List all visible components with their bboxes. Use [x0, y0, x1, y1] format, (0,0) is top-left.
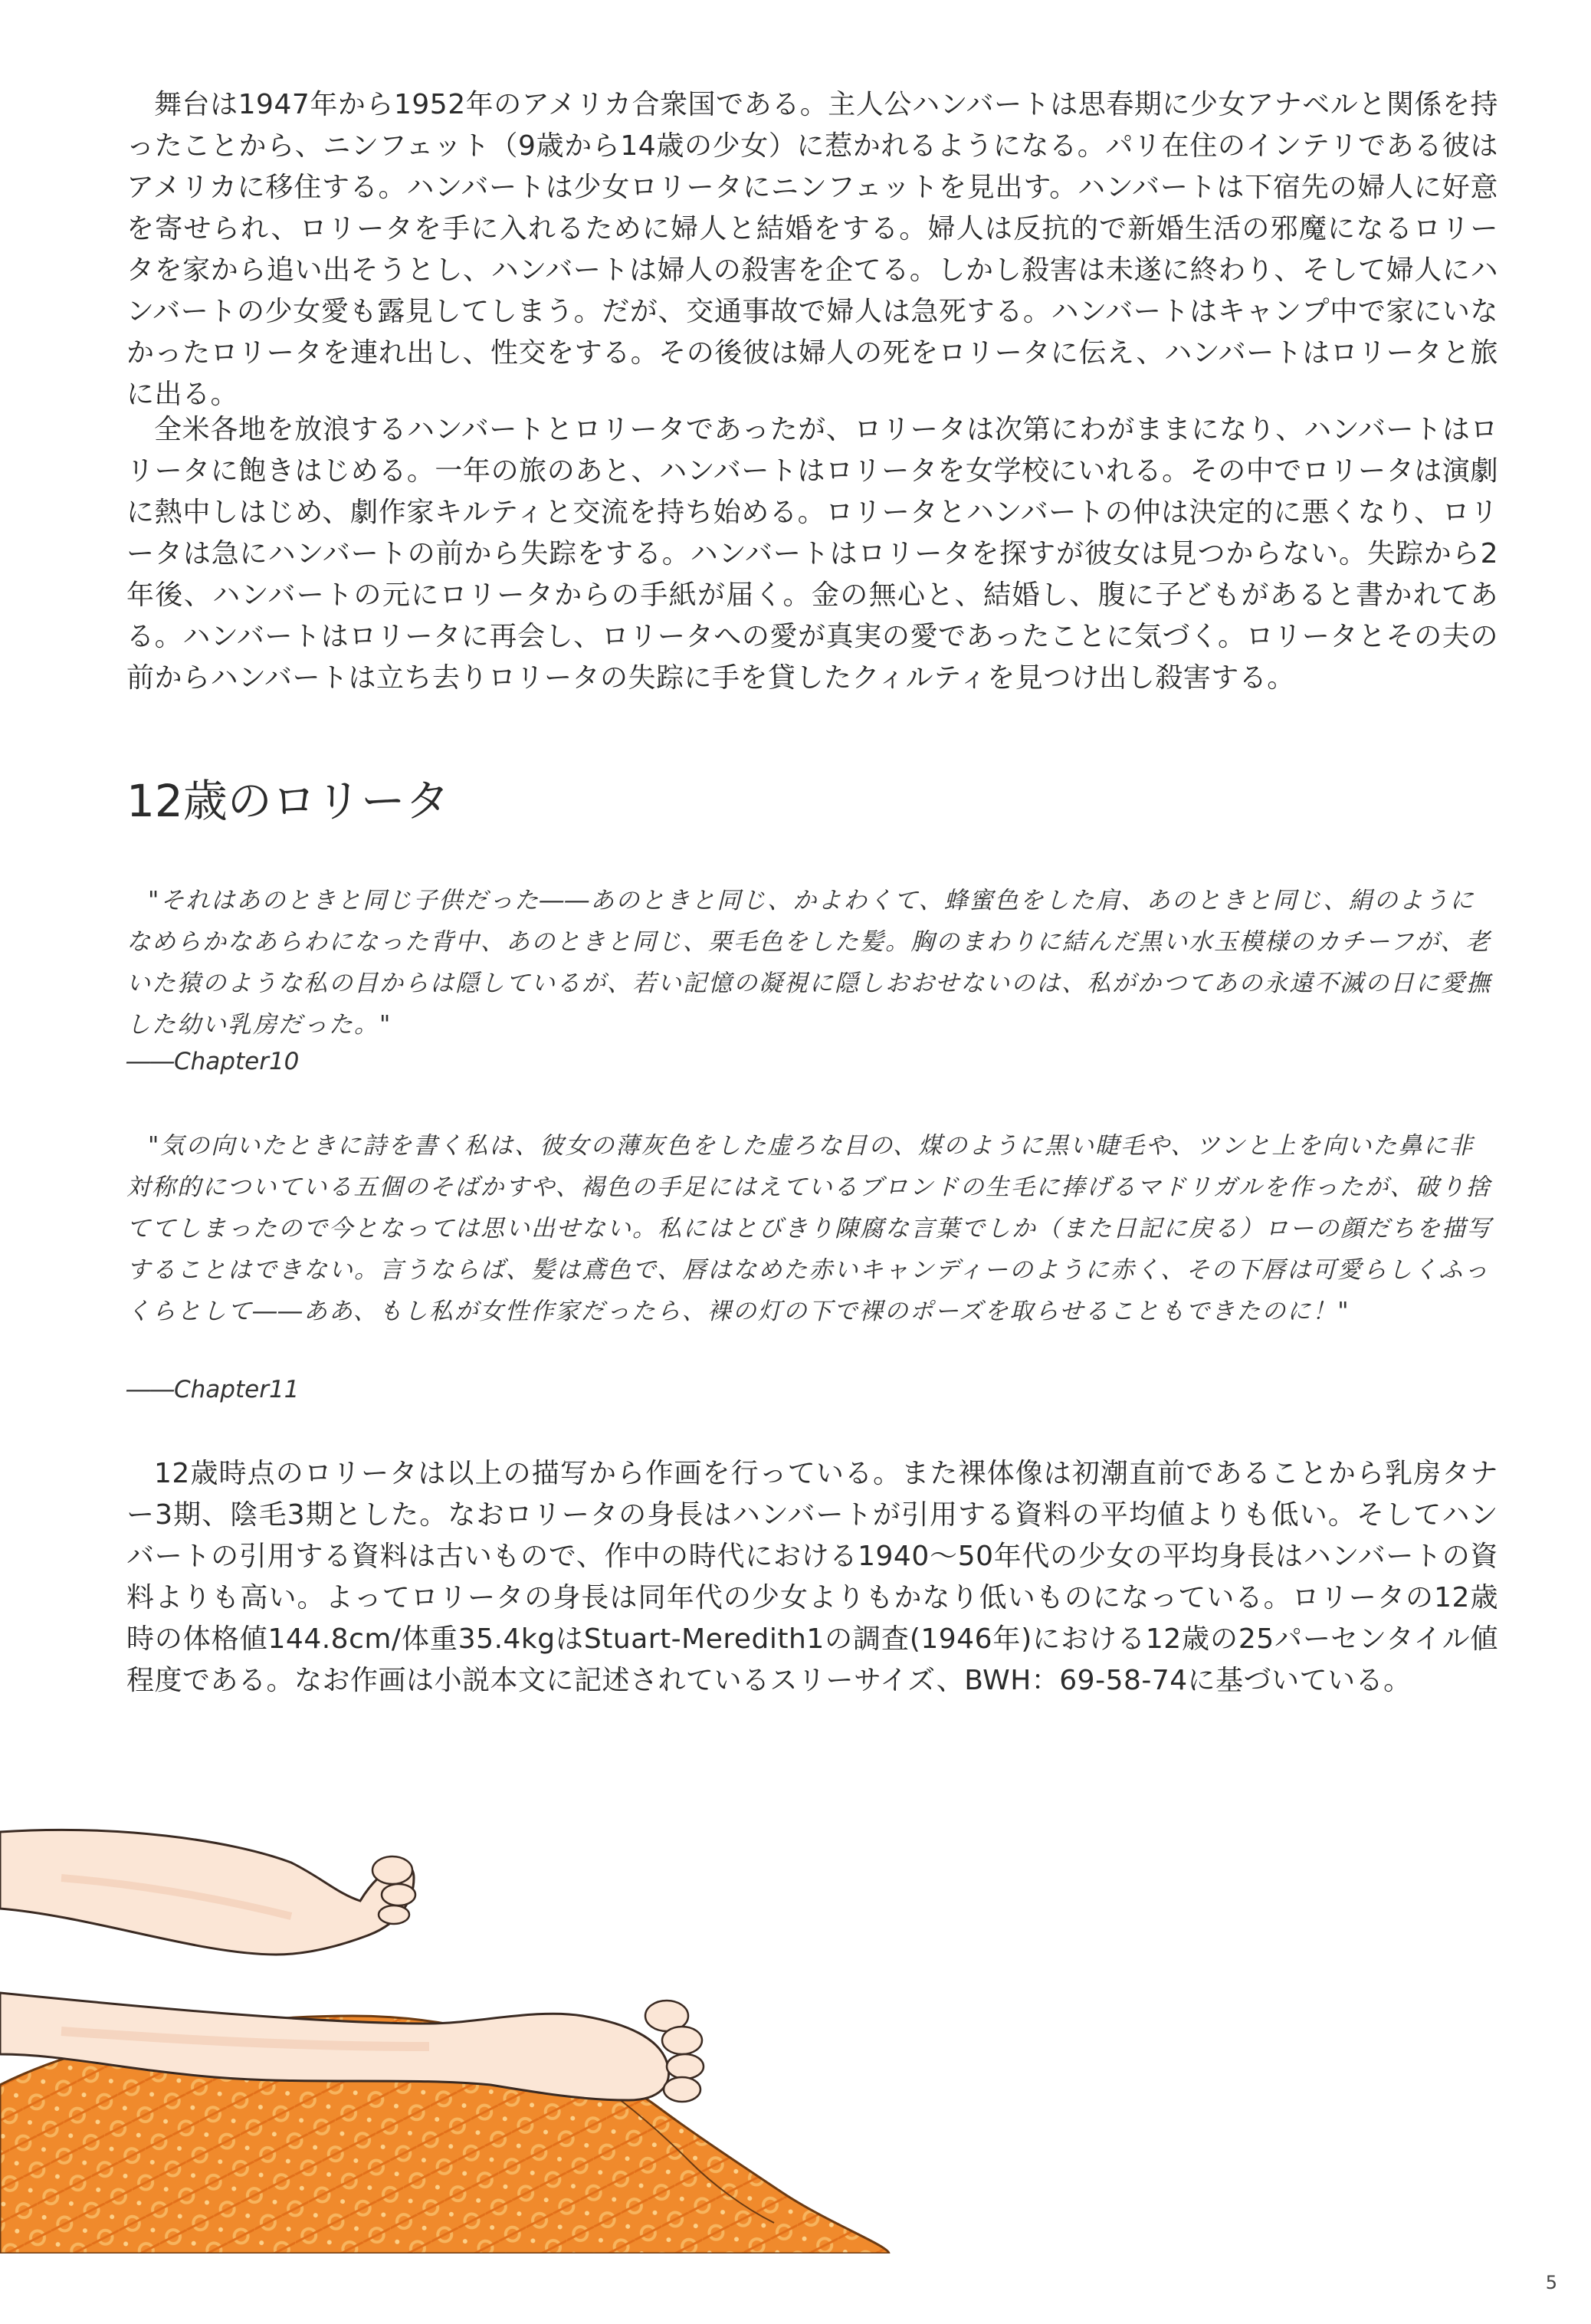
quote-chapter10: "それはあのときと同じ子供だった――あのときと同じ、かよわくて、蜂蜜色をした肩、あのときと同じ、絹のようになめらかなあらわになった背中、あのときと同じ、栗毛色をした髪。胸のまわりに結んだ黒い水玉模様のカチーフが、老いた猿のような私の目からは隠しているが、若い記憶の凝視に隠しおおせないのは、私がかつてあの永遠不滅の日に愛撫した幼い乳房だった。" — [126, 887, 1492, 1039]
synopsis-paragraph-2: 全米各地を放浪するハンバートとロリータであったが、ロリータは次第にわがままになり、ハンバートはロリータに飽きはじめる。一年の旅のあと、ハンバートはロリータを女学校にいれる。その中でロリータは演劇に熱中しはじめ、劇作家キルティと交流を持ち始める。ロリータとハンバートの仲は決定的に悪くなり、ロリータは急にハンバートの前から失踪をする。ハンバートはロリータを探すが彼女は見つからない。失踪から2年後、ハンバートの元にロリータからの手紙が届く。金の無心と、結婚し、腹に子どもがあると書かれてある。ハンバートはロリータに再会し、ロリータへの愛が真実の愛であったことに気づく。ロリータとその夫の前からハンバートは立ち去りロリータの失踪に手を貸したクィルティを見つけ出し殺害する。 — [126, 414, 1498, 694]
page-number: 5 — [1545, 2272, 1557, 2293]
synopsis-paragraph-1: 舞台は1947年から1952年のアメリカ合衆国である。主人公ハンバートは思春期に少女アナベルと関係を持ったことから、ニンフェット（9歳から14歳の少女）に惹かれるようになる。パリ在住のインテリである彼はアメリカに移住する。ハンバートは少女ロリータにニンフェットを見出す。ハンバートは下宿先の婦人に好意を寄せられ、ロリータを手に入れるために婦人と結婚をする。婦人は反抗的で新婚生活の邪魔になるロリータを家から追い出そうとし、ハンバートは婦人の殺害を企てる。しかし殺害は未遂に終わり、そして婦人にハンバートの少女愛も露見してしまう。だが、交通事故で婦人は急死する。ハンバートはキャンプ中で家にいなかったロリータを連れ出し、性交をする。その後彼は婦人の死をロリータに伝え、ハンバートはロリータと旅に出る。 — [126, 89, 1499, 410]
notes-paragraph: 12歳時点のロリータは以上の描写から作画を行っている。また裸体像は初潮直前であることから乳房タナー3期、陰毛3期とした。なおロリータの身長はハンバートが引用する資料の平均値よりも低い。そしてハンバートの引用する資料は古いもので、作中の時代における1940～50年代の少女の平均身長はハンバートの資料よりも高い。よってロリータの身長は同年代の少女よりもかなり低いものになっている。ロリータの12歳時の体格値144.8cm/体重35.4kgはStuart-Meredith1の調査(1946年)における12歳の25パーセンタイル値程度である。なお作画は小説本文に記述されているスリーサイズ、BWH：69-58-74に基づいている。 — [126, 1458, 1498, 1696]
section-heading: 12歳のロリータ — [126, 775, 450, 827]
upper-leg — [0, 1830, 414, 1955]
citation-chapter10: ――Chapter10 — [126, 1048, 300, 1075]
quote-chapter11: "気の向いたときに詩を書く私は、彼女の薄灰色をした虚ろな目の、煤のように黒い睫毛や、ツンと上を向いた鼻に非対称的についている五個のそばかすや、褐色の手足にはえているブロンドの生毛に捧げるマドリガルを作ったが、破り捨ててしまったので今となっては思い出せない。私にはとびきり陳腐な言葉でしか（また日記に戻る）ローの顔だちを描写することはできない。言うならば、髪は鳶色で、唇はなめた赤いキャンディーのように赤く、その下唇は可愛らしくふっくらとして――ああ、もし私が女性作家だったら、裸の灯の下で裸のポーズを取らせることもできたのに！" — [126, 1132, 1492, 1325]
citation-chapter11: ――Chapter11 — [126, 1376, 300, 1403]
feet-illustration — [0, 1763, 920, 2253]
